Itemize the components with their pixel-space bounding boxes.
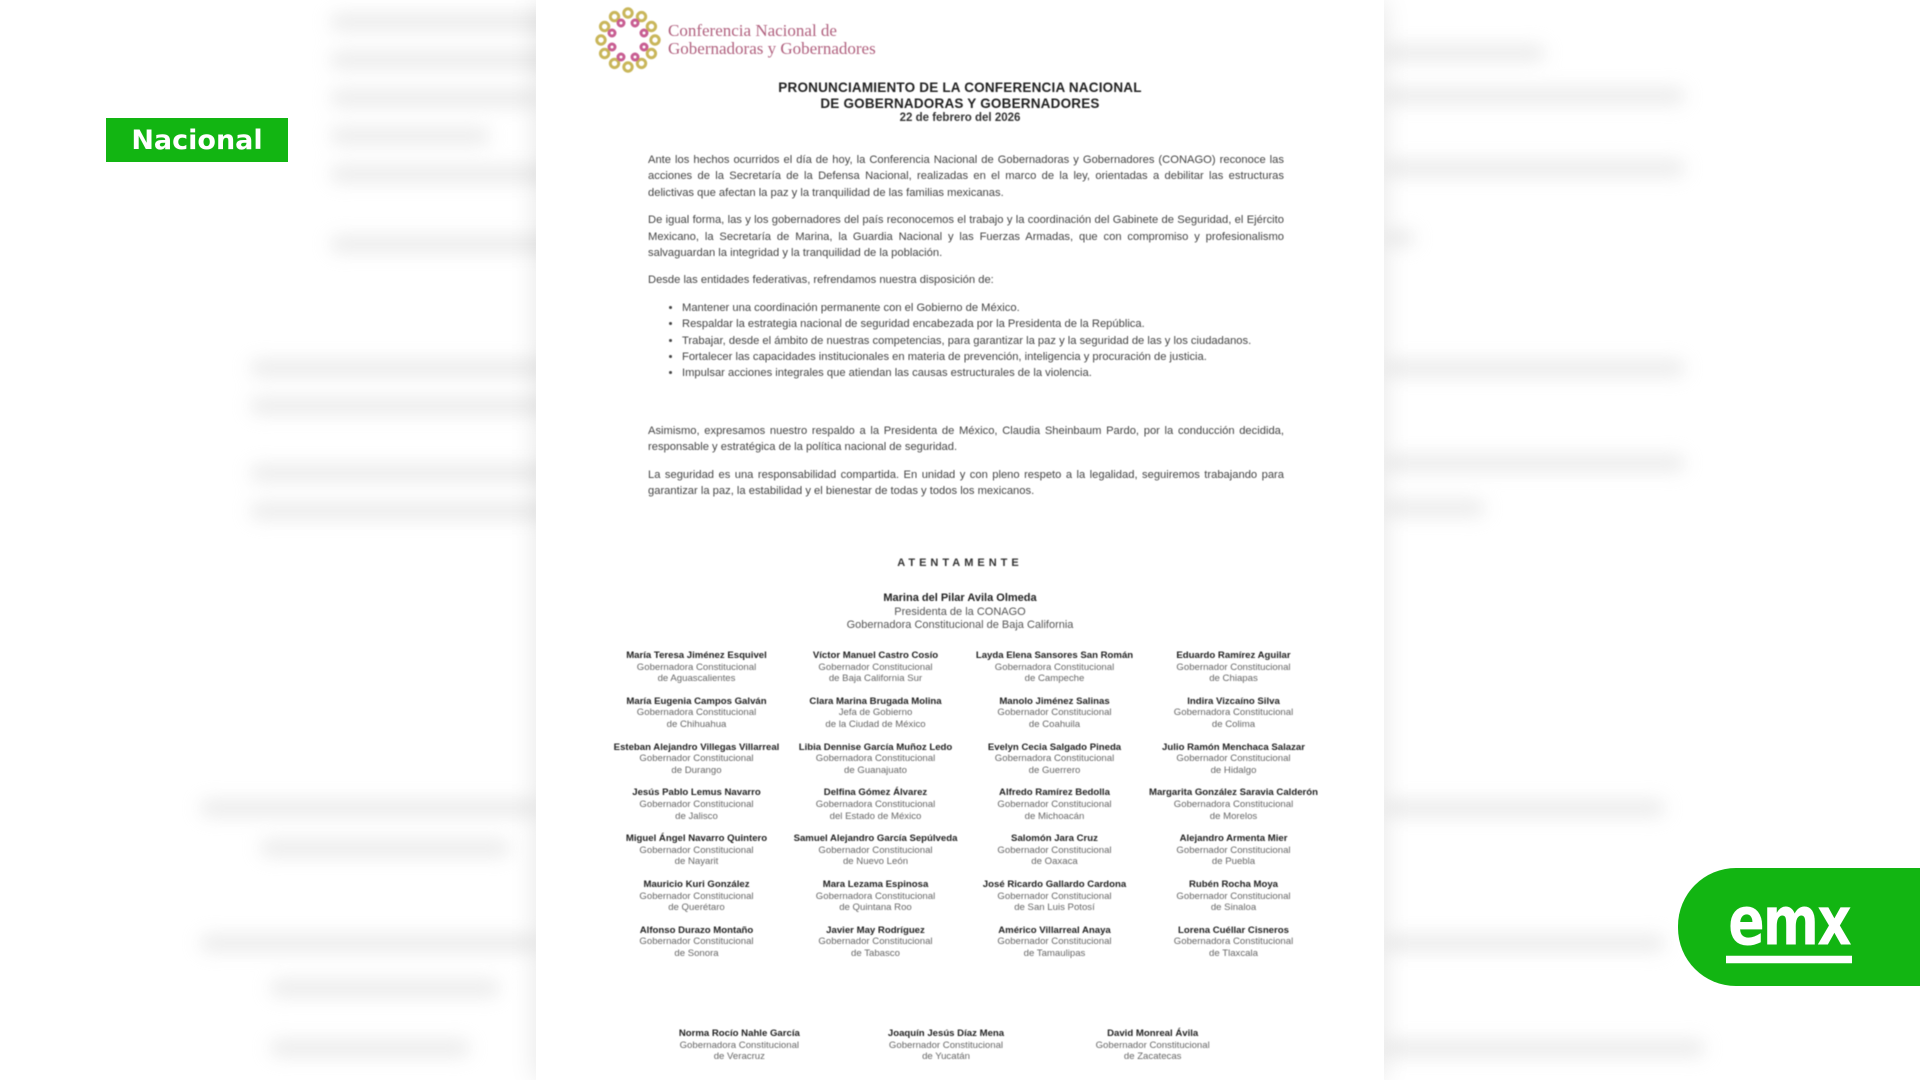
signatory-name: Víctor Manuel Castro Cosío — [812, 650, 939, 661]
signatory-state: de Tlaxcala — [1209, 947, 1258, 959]
signatory — [1147, 925, 1320, 960]
signatory-name: Rubén Rocha Moya — [1188, 878, 1279, 890]
signatory — [968, 833, 1141, 868]
signatory-state: de Querétaro — [668, 902, 725, 914]
signatory — [1147, 787, 1320, 822]
paragraph: La seguridad es una responsabilidad compartida. En unidad y con pleno respeto a la legalidad, seguiremos trabajando para garantizar la paz, la estabilidad y el bienestar de todas y todos los mexicanos. — [648, 468, 1284, 498]
signatory-role: Gobernadora Constitucional — [1173, 798, 1294, 810]
paragraph: Desde las entidades federativas, refrendamos nuestra disposición de: — [648, 274, 994, 287]
signatory-state: de Nuevo León — [842, 856, 909, 868]
signatory-state: de Aguascalientes — [657, 673, 736, 685]
signatory-name: Alfredo Ramírez Bedolla — [999, 787, 1110, 799]
signatory-role: Gobernadora Constitucional — [815, 798, 936, 810]
title-line-1: PRONUNCIAMIENTO DE LA CONFERENCIA NACIONAL — [778, 80, 1142, 95]
signatory-role: Gobernador Constitucional — [818, 936, 933, 948]
signatory-state: de Sinaloa — [1210, 902, 1257, 914]
signatory-role: Gobernadora Constitucional — [679, 1039, 800, 1051]
signatory-name: Jesús Pablo Lemus Navarro — [632, 787, 761, 799]
signatory-state: de Durango — [671, 764, 722, 776]
list-item: • Impulsar acciones integrales que atiendan las causas estructurales de la violencia. — [682, 365, 1284, 381]
signatory-state: del Estado de México — [829, 810, 922, 822]
signatory-name: Eduardo Ramírez Aguilar — [1176, 650, 1291, 661]
signatory-role: Gobernadora Constitucional — [1173, 707, 1294, 719]
signatory-role: Gobernadora Constitucional — [815, 890, 936, 902]
signatory-name: Américo Villarreal Anaya — [998, 924, 1111, 936]
signatory-name: Delfina Gómez Álvarez — [823, 787, 928, 799]
signatory — [636, 1028, 843, 1063]
signatory-state: de Baja California Sur — [828, 673, 923, 685]
signatory — [789, 879, 962, 914]
signatory-name: Layda Elena Sansores San Román — [975, 650, 1134, 661]
signatory-role: Gobernador Constitucional — [1176, 661, 1291, 673]
signatory-role: Gobernador Constitucional — [997, 890, 1112, 902]
signatory — [610, 833, 783, 868]
signatory-role: Gobernador Constitucional — [818, 661, 933, 673]
signatory-state: de Morelos — [1209, 810, 1258, 822]
signatory-role: Gobernador Constitucional — [639, 844, 754, 856]
signatory — [1049, 1028, 1256, 1063]
commitments-list — [648, 300, 1284, 382]
signatory-name: José Ricardo Gallardo Cardona — [982, 878, 1127, 890]
signatory — [610, 787, 783, 822]
category-tag[interactable]: Nacional — [106, 118, 288, 162]
signatory-name: Norma Rocío Nahle García — [678, 1028, 800, 1039]
signatory-state: de Guerrero — [1028, 764, 1081, 776]
signatory-name: Esteban Alejandro Villegas Villarreal — [613, 741, 780, 753]
signatory-state: de Oaxaca — [1031, 856, 1078, 868]
signatory-name: Libia Dennise García Muñoz Ledo — [798, 741, 953, 753]
signatory-state: de Campeche — [1024, 673, 1085, 685]
paragraph: Asimismo, expresamos nuestro respaldo a la Presidenta de México, Claudia Sheinbaum Pardo, por la conducción decidida, responsable y estratégica de la política nacional de seguridad. — [648, 424, 1284, 454]
signatories-grid — [610, 650, 1320, 970]
signatory-role: Gobernador Constitucional — [997, 936, 1112, 948]
signatory-role: Gobernador Constitucional — [818, 844, 933, 856]
signatory — [610, 742, 783, 777]
signatory-name: Clara Marina Brugada Molina — [809, 695, 942, 707]
signatory-state: de Puebla — [1211, 856, 1256, 868]
document-page — [536, 0, 1384, 1080]
signatory-name: Alfonso Durazo Montaño — [639, 924, 754, 936]
signatory — [968, 879, 1141, 914]
signatory-name: Margarita González Saravia Calderón — [1148, 787, 1318, 799]
signatory-name: Miguel Ángel Navarro Quintero — [625, 833, 768, 845]
signatory-state: de Chihuahua — [666, 718, 727, 730]
signatory-name: Mara Lezama Espinosa — [822, 878, 929, 890]
signatory-name: María Teresa Jiménez Esquivel — [626, 650, 767, 661]
president-position: Gobernadora Constitucional de Baja California — [846, 619, 1074, 631]
signatory-role: Gobernador Constitucional — [639, 936, 754, 948]
signatory-name: María Eugenia Campos Galván — [626, 695, 767, 707]
signatory — [968, 696, 1141, 731]
sign-off: ATENTAMENTE — [897, 557, 1023, 569]
signatory-role: Gobernadora Constitucional — [636, 707, 757, 719]
signatory — [789, 833, 962, 868]
signatories-last-row — [636, 1028, 1256, 1074]
signatory-name: Mauricio Kuri González — [643, 878, 750, 890]
signatory-state: de Michoacán — [1024, 810, 1085, 822]
signatory — [1147, 696, 1320, 731]
title-line-2: DE GOBERNADORAS Y GOBERNADORES — [820, 96, 1100, 111]
signatory — [968, 742, 1141, 777]
emx-logo-text: emx — [1726, 891, 1852, 964]
signatory-state: de Jalisco — [675, 810, 718, 822]
paragraph: De igual forma, las y los gobernadores del país reconocemos el trabajo y la coordinación del Gabinete de Seguridad, el Ejército Mexicano, la Secretaría de Marina, la Guardia Nacional y las Fuerzas Armadas, que con compromiso y profesionalismo salvaguardan la integridad y la tranquilidad de la población. — [648, 214, 1284, 260]
list-item: • Respaldar la estrategia nacional de seguridad encabezada por la Presidenta de la República. — [682, 316, 1284, 332]
signatory-name: Evelyn Cecia Salgado Pineda — [987, 741, 1122, 753]
signatory-role: Gobernadora Constitucional — [994, 753, 1115, 765]
signatory-state: de Nayarit — [674, 856, 719, 868]
signatory-role: Gobernador Constitucional — [1176, 753, 1291, 765]
signatory-state: de Colima — [1211, 718, 1256, 730]
signatory — [789, 650, 962, 685]
signatory-role: Gobernador Constitucional — [997, 707, 1112, 719]
document-date: 22 de febrero del 2026 — [899, 112, 1021, 124]
signatory-name: Indira Vizcaíno Silva — [1187, 695, 1280, 707]
signatory — [1147, 879, 1320, 914]
president-signature — [536, 592, 1384, 633]
signatory-state: de Quintana Roo — [839, 902, 912, 914]
list-item: • Mantener una coordinación permanente con el Gobierno de México. — [682, 300, 1284, 316]
document-body — [648, 152, 1284, 511]
signatory-state: de Coahuila — [1028, 718, 1081, 730]
signatory-state: de Zacatecas — [1123, 1051, 1182, 1063]
signatory-state: de Veracruz — [713, 1051, 765, 1063]
signatory — [968, 787, 1141, 822]
paragraph: Ante los hechos ocurridos el día de hoy, la Conferencia Nacional de Gobernadoras y Gobernadores (CONAGO) reconoce las acciones de la Secretaría de la Defensa Nacional, realizadas en el marco de la ley, orientadas a debilitar las estructuras delictivas que afectan la paz y la tranquilidad de las familias mexicanas. — [648, 154, 1284, 199]
signatory-role: Gobernador Constitucional — [1176, 890, 1291, 902]
signatory-state: de San Luis Potosí — [1014, 902, 1095, 914]
signatory-role: Gobernador Constitucional — [639, 753, 754, 765]
signatory-role: Gobernador Constitucional — [1095, 1039, 1210, 1051]
signatory-role: Gobernadora Constitucional — [815, 753, 936, 765]
signatory-state: de Yucatán — [922, 1051, 970, 1063]
signatory — [789, 925, 962, 960]
president-name: Marina del Pilar Avila Olmeda — [883, 592, 1037, 604]
signatory-name: Manolo Jiménez Salinas — [999, 695, 1110, 707]
signatory-role: Gobernadora Constitucional — [994, 661, 1115, 673]
signatory — [610, 650, 783, 685]
signatory-name: Lorena Cuéllar Cisneros — [1178, 924, 1289, 936]
signatory — [610, 879, 783, 914]
signatory — [1147, 833, 1320, 868]
signatory-state: de Chiapas — [1209, 673, 1258, 685]
signatory-state: de Tabasco — [851, 947, 900, 959]
signatory-role: Gobernadora Constitucional — [1173, 936, 1294, 948]
signatory-name: Samuel Alejandro García Sepúlveda — [793, 833, 958, 845]
signatory-state: de Tamaulipas — [1023, 947, 1086, 959]
signatory-name: Joaquín Jesús Díaz Mena — [887, 1028, 1005, 1039]
signatory-name: Alejandro Armenta Mier — [1179, 833, 1288, 845]
signatory-state: de Sonora — [674, 947, 719, 959]
conago-logo — [594, 6, 876, 74]
logo-line-2: Gobernadoras y Gobernadores — [668, 39, 876, 58]
signatory-role: Gobernador Constitucional — [639, 798, 754, 810]
signatory-role: Gobernador Constitucional — [997, 798, 1112, 810]
signatory — [789, 787, 962, 822]
emx-logo[interactable] — [1678, 868, 1920, 986]
logo-line-1: Conferencia Nacional de — [668, 21, 837, 40]
signatory-role: Gobernador Constitucional — [1176, 844, 1291, 856]
signatory-state: de Hidalgo — [1210, 764, 1257, 776]
document-title — [536, 80, 1384, 112]
signatory — [610, 696, 783, 731]
conago-flower-icon — [594, 6, 662, 74]
signatory — [789, 696, 962, 731]
president-role: Presidenta de la CONAGO — [894, 605, 1026, 618]
signatory — [968, 925, 1141, 960]
list-item: • Trabajar, desde el ámbito de nuestras competencias, para garantizar la paz y la seguridad de las y los ciudadanos. — [682, 333, 1284, 349]
signatory — [610, 925, 783, 960]
list-item: • Fortalecer las capacidades institucionales en materia de prevención, inteligencia y procuración de justicia. — [682, 349, 1284, 365]
signatory-name: Julio Ramón Menchaca Salazar — [1162, 741, 1305, 753]
signatory — [1147, 650, 1320, 685]
signatory-name: Javier May Rodríguez — [826, 924, 925, 936]
signatory-name: Salomón Jara Cruz — [1011, 833, 1098, 845]
signatory-state: de Guanajuato — [844, 764, 907, 776]
signatory-role: Jefa de Gobierno — [838, 707, 913, 719]
signatory — [1147, 742, 1320, 777]
signatory-state: de la Ciudad de México — [825, 718, 926, 730]
signatory-role: Gobernadora Constitucional — [636, 661, 757, 673]
signatory-name: David Monreal Ávila — [1107, 1028, 1199, 1039]
signatory — [968, 650, 1141, 685]
signatory — [789, 742, 962, 777]
signatory — [843, 1028, 1050, 1063]
signatory-role: Gobernador Constitucional — [997, 844, 1112, 856]
signatory-role: Gobernador Constitucional — [888, 1039, 1004, 1051]
signatory-role: Gobernador Constitucional — [639, 890, 754, 902]
